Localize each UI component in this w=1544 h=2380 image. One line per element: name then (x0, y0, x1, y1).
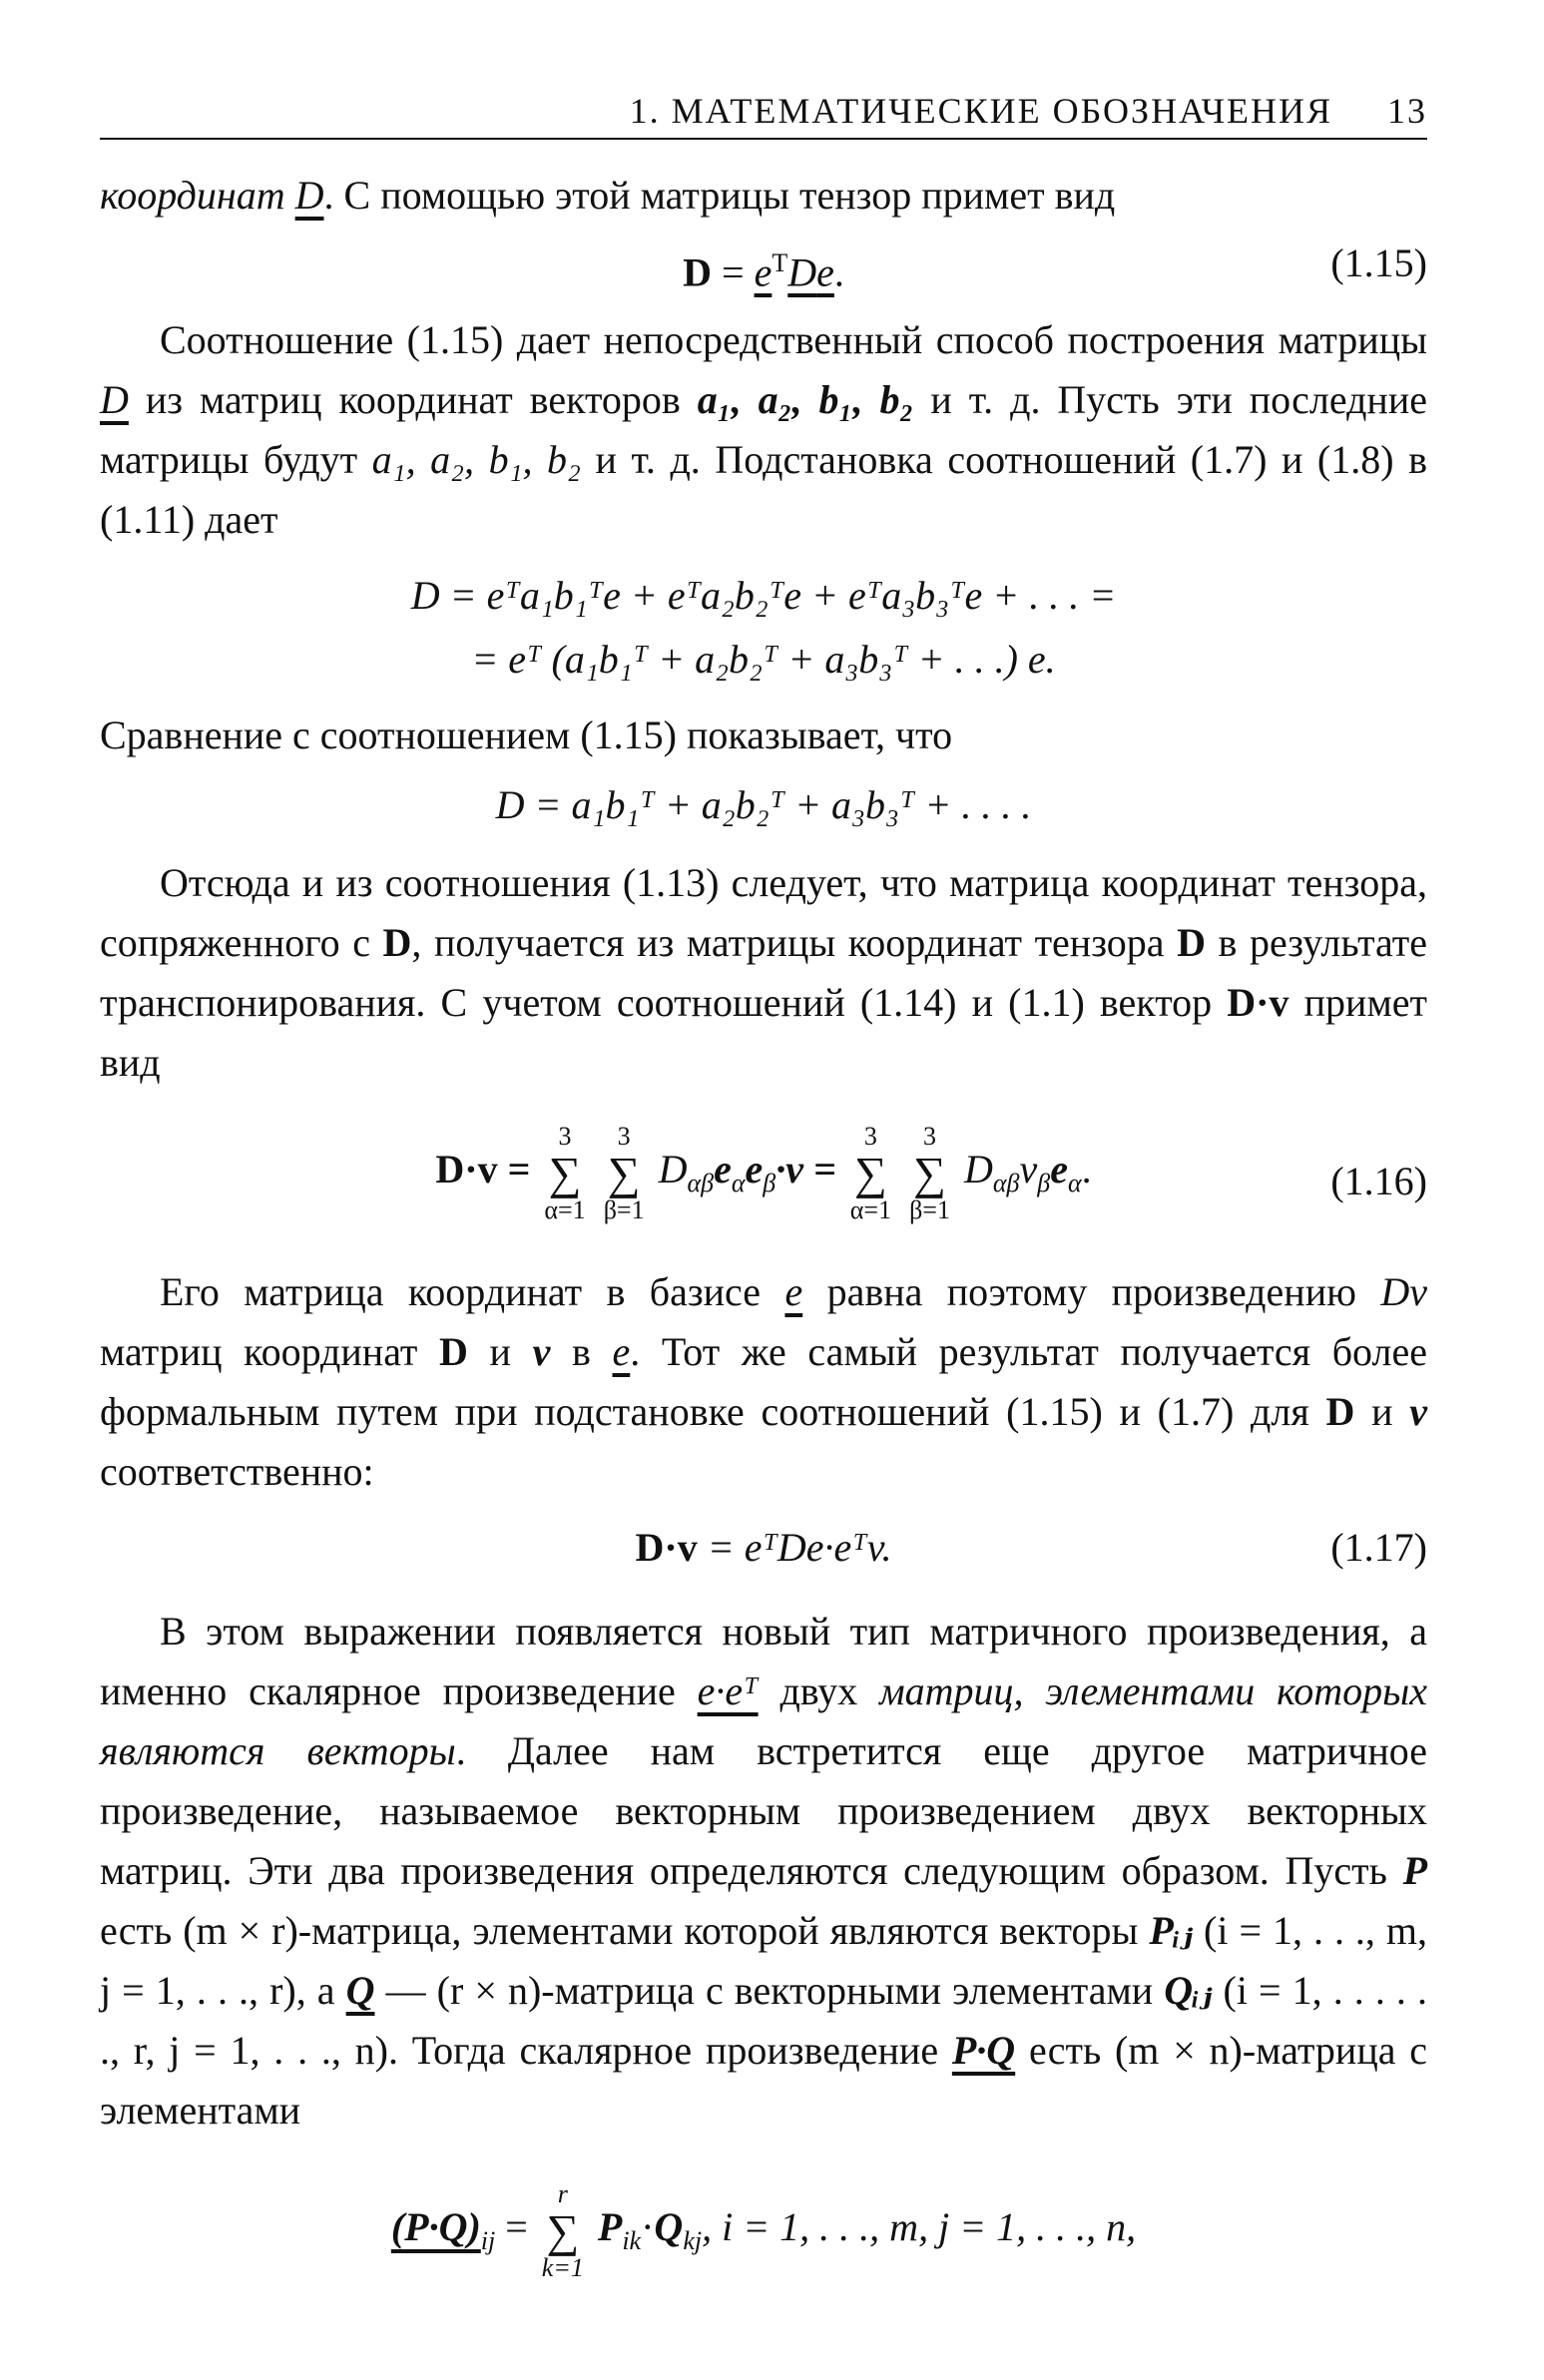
paragraph-2 (100, 310, 1427, 550)
eq1-end: . (833, 249, 844, 295)
p5-e2: e (612, 1329, 631, 1375)
eq6-sum: r ∑ k=1 (541, 2179, 584, 2283)
p6-Qij: Qᵢⱼ (1164, 1968, 1213, 2014)
eq2-line2: = eᵀ (a₁b₁ᵀ + a₂b₂ᵀ + a₃b₃ᵀ + . . .) e. (471, 637, 1056, 683)
p5-v: v (532, 1329, 551, 1375)
page-number: 13 (1387, 91, 1427, 131)
equation-1-16 (100, 1113, 1427, 1242)
eq6-content: $(P\cdot Q)_{ij}$ = r ∑ k=1 $P_{ik}\cdot Q_{kj}$, i = 1, . . ., m, j = 1, . . ., n, (390, 2179, 1137, 2283)
eq4-lhs: D·v = (435, 1147, 541, 1192)
eq1-D: D (787, 249, 817, 295)
eq1-e1: e (754, 249, 772, 295)
p2-vecs: a₁, a₂, b₁, b₂ (697, 377, 914, 423)
eq4-sum-alpha-2: 3 ∑ α=1 (849, 1122, 892, 1225)
p4-text1: Отсюда и из соотношения (1.13) следует, что матрица координат тензора, сопряженного с (100, 860, 1427, 966)
eq2-line1: D = eᵀa₁b₁ᵀe + eᵀa₂b₂ᵀe + eᵀa₃b₃ᵀe + . . . = (410, 573, 1117, 619)
sigma-icon: ∑ (854, 1148, 887, 1199)
eq1-eq: = (712, 249, 755, 295)
equation-d-sum (100, 775, 1427, 835)
equation-scalar-product (100, 2170, 1427, 2300)
sigma-icon: ∑ (607, 1148, 641, 1199)
p6-ee: e·eᵀ (697, 1668, 759, 1714)
eq4-sum-alpha: 3 ∑ α=1 (544, 1122, 586, 1225)
p2-D: D (100, 377, 129, 423)
p1-italic: координат (100, 173, 285, 218)
p6-Q: Q (345, 1968, 375, 2014)
equation-expansion (100, 564, 1427, 692)
eq1-number: (1.15) (1330, 240, 1427, 285)
p5-v2: v (1409, 1389, 1427, 1435)
equation-1-17 (100, 1518, 1427, 1578)
p5-Dv: Dv (1380, 1269, 1427, 1315)
eq5-rhs: = eᵀDe·eᵀv. (697, 1525, 892, 1571)
eq1-e2: e (816, 249, 834, 295)
p5-e1: e (784, 1269, 803, 1315)
p2-text2: из матриц координат векторов (128, 377, 698, 423)
book-page (100, 80, 1427, 2300)
p2-text1: Соотношение (1.15) дает непосредственный способ построения матрицы (160, 317, 1427, 363)
p1-sym: D (294, 173, 324, 218)
sigma-icon: ∑ (546, 2205, 580, 2257)
eq6-lhs: (P·Q) (390, 2204, 481, 2250)
p4-text3: в результате транспонирования. С учетом соотношений (1.14) и (1.1) вектор (100, 920, 1427, 1026)
paragraph-6: В этом выражении появляется новый тип матричного произведения, а именно скалярное произведение e·eᵀ двух матриц, элементами которых являются векторы. Далее нам встретится еще другое матричное произведение, называемое векторным произведением двух векторных матриц. Эти два произведения определяются следующим образом. Пусть P есть (m × r)-матрица, элементами которой являются векторы Pᵢⱼ (i = 1, . . ., m, j = 1, . . ., r), а Q — (r × n)-матрица с векторными элементами Qᵢⱼ (i = 1, . . . . . ., r, j = 1, . . ., n). Тогда скалярное произведение P·Q есть (m × n)-матрица с элементами (100, 1609, 1428, 2134)
p4-D1: D (382, 920, 412, 966)
eq5-number: (1.17) (1330, 1525, 1427, 1571)
eq4-sum-beta: 3 ∑ β=1 (603, 1122, 645, 1225)
paragraph-4 (100, 853, 1427, 1093)
eq5-lhs: D·v (635, 1525, 698, 1571)
eq4-term1: D (658, 1147, 688, 1192)
p5-D2: D (1325, 1389, 1355, 1435)
running-head (100, 80, 1427, 140)
eq4-number: (1.16) (1330, 1159, 1427, 1204)
paragraph-1 (100, 166, 1427, 226)
equation-1-15 (100, 234, 1427, 302)
eq4-content: D·v = 3 ∑ α=1 3 ∑ β=1 $D_{\alpha\beta}e_\alpha e_\beta\cdot v$ = 3 ∑ α=1 3 ∑ β=1 $D_{\alpha\beta}v_\beta e_\alpha$. (435, 1122, 1092, 1225)
sigma-icon: ∑ (548, 1148, 582, 1199)
eq4-sum-beta-2: 3 ∑ β=1 (909, 1122, 950, 1225)
p5-D: D (439, 1329, 468, 1375)
paragraph-3 (100, 706, 1427, 765)
p6-P: P (1402, 1848, 1427, 1894)
sigma-icon: ∑ (913, 1148, 946, 1199)
eq1-t: T (772, 248, 788, 277)
p4-text2: , получается из матрицы координат тензора (411, 920, 1178, 966)
p1-rest: . С помощью этой матрицы тензор примет вид (323, 173, 1116, 218)
paragraph-5: Его матрица координат в базисе e равна поэтому произведению Dv матриц координат D и v в e. Тот же самый результат получается более формальным путем при подстановке соотношений (1.15) и (1.7) для D и v соответственно: (100, 1269, 1427, 1495)
p2-text3: и т. д. Пусть эти последние матрицы будут (100, 377, 1427, 483)
p6-PQ: P·Q (951, 2028, 1016, 2074)
p2-mats: a₁, a₂, b₁, b₂ (371, 437, 581, 483)
p2-text4: и т. д. Подстановка соотношений (1.7) и (1.8) в (1.11) дает (100, 437, 1427, 543)
p6-italic: матриц, элементами которых являются векторы (100, 1668, 1427, 1774)
p4-text4: примет вид (100, 980, 1427, 1086)
p6-Pij: Pᵢⱼ (1149, 1908, 1194, 1954)
p4-Dv: D·v (1227, 980, 1289, 1026)
p3-text: Сравнение с соотношением (1.15) показывает, что (100, 713, 953, 758)
eq3-text: D = a₁b₁ᵀ + a₂b₂ᵀ + a₃b₃ᵀ + . . . . (495, 782, 1032, 828)
eq1-lhs: D (683, 249, 712, 295)
p4-D2: D (1177, 920, 1206, 966)
chapter-title: 1. МАТЕМАТИЧЕСКИЕ ОБОЗНАЧЕНИЯ (629, 91, 1332, 131)
